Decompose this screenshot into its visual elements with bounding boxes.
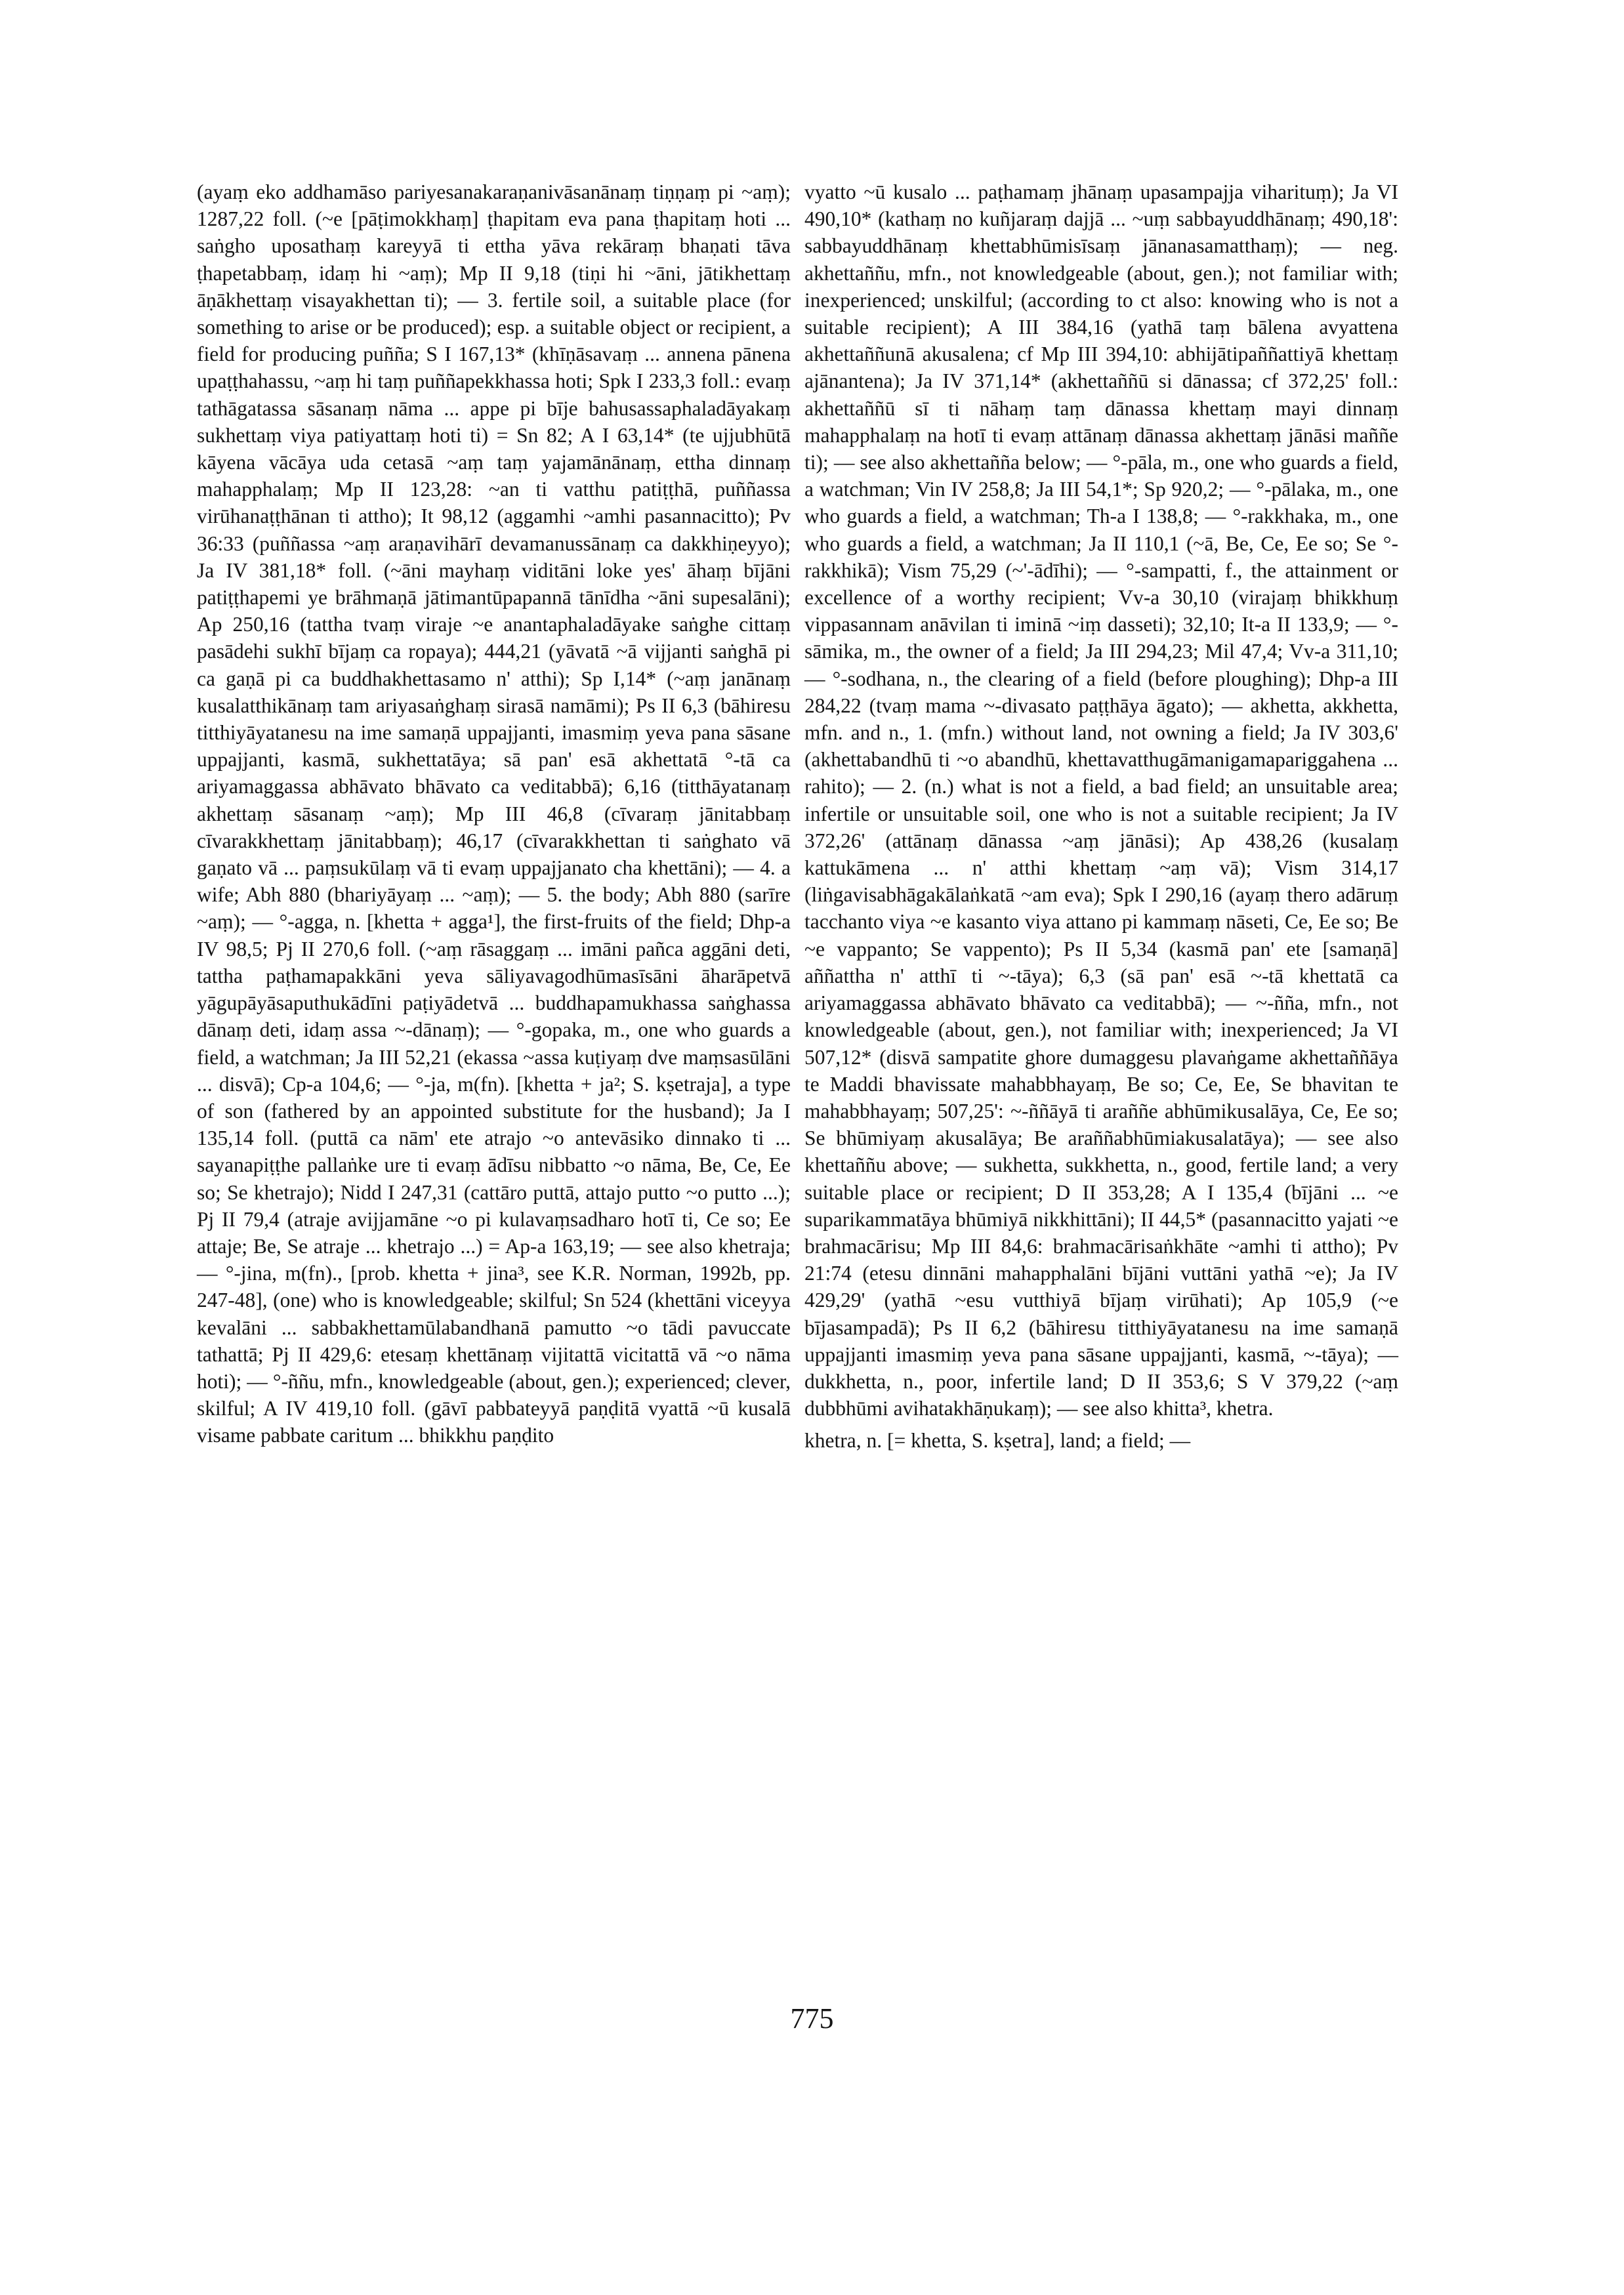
left-column [197, 178, 791, 1449]
right-column [804, 178, 1398, 1455]
entry-text: vyatto ~ū kusalo ... paṭhamaṃ jhānaṃ upasampajja viharituṃ); Ja VI 490,10* (kathaṃ no kuñjaraṃ dajjā ... ~uṃ sabbayuddhānaṃ; 490,18': sabbayuddhānaṃ khettabhūmisīsaṃ jānanasamatthaṃ); — neg. akhettaññu, mfn., not knowledgeable (about, gen.); not familiar with; inexperienced; unskilful; (according to ct also: knowing who is not a suitable recipient); A III 384,16 (yathā taṃ bālena avyattena akhettaññunā akusalena; cf Mp III 394,10: abhijātipaññattiyā khettaṃ ajānantena); Ja IV 371,14* (akhettaññū si dānassa; cf 372,25' foll.: akhettaññū sī ti nāhaṃ taṃ dānassa khettaṃ mayi dinnaṃ mahapphalaṃ na hotī ti evaṃ attānaṃ dānassa akhettaṃ jānāsi maññe ti); — see also akhettañña below; — °-pāla, m., one who guards a field, a watchman; Vin IV 258,8; Ja III 54,1*; Sp 920,2; — °-pālaka, m., one who guards a field, a watchman; Th-a I 138,8; — °-rakkhaka, m., one who guards a field, a watchman; Ja II 110,1 (~ā, Be, Ce, Ee so; Se °-rakkhikā); Vism 75,29 (~'-ādīhi); — °-sampatti, f., the attainment or excellence of a worthy recipient; Vv-a 30,10 (virajaṃ bhikkhuṃ vippasannam anāvilan ti iminā ~iṃ dasseti); 32,10; It-a II 133,9; — °-sāmika, m., the owner of a field; Ja III 294,23; Mil 47,4; Vv-a 311,10; — °-sodhana, n., the clearing of a field (before ploughing); Dhp-a III 284,22 (tvaṃ mama ~-divasato paṭṭhāya āgato); — akhetta, akkhetta, mfn. and n., 1. (mfn.) without land, not owning a field; Ja IV 303,6' (akhettabandhū ti ~o abandhū, khettavatthugāmanigamapariggahena ... rahito); — 2. (n.) what is not a field, a bad field; an unsuitable area; infertile or unsuitable soil, one who is not a suitable recipient; Ja IV 372,26' (attānaṃ dānassa ~aṃ jānāsi); Ap 438,26 (kusalaṃ kattukāmena ... n' atthi khettaṃ ~aṃ vā); Vism 314,17 (liṅgavisabhāgakālaṅkatā ~am eva); Spk I 290,16 (ayaṃ thero adāruṃ tacchanto viya ~e kasanto viya attano pi kammaṃ nāseti, Ce, Ee so; Be ~e vappanto; Se vappento); Ps II 5,34 (kasmā pan' ete [samaṇā] aññattha n' atthī ti ~-tāya); 6,3 (sā pan' esā ~-tā khettatā ca ariyamaggassa abhāvato bhāvato ca veditabbā); — ~-ñña, mfn., not knowledgeable (about, gen.), not familiar with; inexperienced; Ja VI 507,12* (disvā sampatite ghore dumaggesu plavaṅgame akhettaññāya te Maddi bhavissate mahabbhayaṃ, Be so; Ce, Ee, Se bhavitan te mahabbhayaṃ; 507,25': ~-ññāyā ti araññe abhūmikusalāya, Ce, Ee so; Se bhūmiyaṃ akusalāya; Be araññabhūmiakusalatāya); — see also khettaññu above; — sukhetta, sukkhetta, n., good, fertile land; a very suitable place or recipient; D II 353,28; A I 135,4 (bījāni ... ~e suparikammatāya bhūmiyā nikkhittāni); II 44,5* (pasannacitto yajati ~e brahmacārisu; Mp III 84,6: brahmacārisaṅkhāte ~amhi ti attho); Pv 21:74 (etesu dinnāni mahapphalāni bījāni vuttāni yathā ~e); Ja IV 429,29' (yathā ~esu vutthiyā bījaṃ virūhati); Ap 105,9 (~e bījasampadā); Ps II 6,2 (bāhiresu titthiyāyatanesu na ime samaṇā uppajjanti imasmiṃ yeva pana sāsane uppajjanti, kasmā, ~-tāya); — dukkhetta, n., poor, infertile land; D II 353,6; S V 379,22 (~aṃ dubbhūmi avihatakhāṇukaṃ); — see also khitta³, khetra. [804, 180, 1398, 1420]
entry-text: (ayaṃ eko addhamāso pariyesanakaraṇanivāsanānaṃ tiṇṇaṃ pi ~aṃ); 1287,22 foll. (~e [pāṭimokkhaṃ] ṭhapitam eva pana ṭhapitaṃ hoti ... saṅgho uposathaṃ kareyyā ti ettha yāva rekāraṃ bhaṇati tāva ṭhapetabbaṃ, idaṃ hi ~aṃ); Mp II 9,18 (tiṇi hi ~āni, jātikhettaṃ āṇākhettaṃ visayakhettan ti); — 3. fertile soil, a suitable place (for something to arise or be produced); esp. a suitable object or recipient, a field for producing puñña; S I 167,13* (khīṇāsavaṃ ... annena pānena upaṭṭhahassu, ~aṃ hi taṃ puññapekkhassa hoti; Spk I 233,3 foll.: evaṃ tathāgatassa sāsanaṃ nāma ... appe pi bīje bahusassaphaladāyakaṃ sukhettaṃ viya patiyattaṃ hoti ti) = Sn 82; A I 63,14* (te ujjubhūtā kāyena vācāya uda cetasā ~aṃ taṃ yajamānānaṃ, ettha dinnaṃ mahapphalaṃ; Mp II 123,28: ~an ti vatthu patiṭṭhā, puññassa virūhanaṭṭhānan ti attho); It 98,12 (aggamhi ~amhi pasannacitto); Pv 36:33 (puññassa ~aṃ araṇavihārī devamanussānaṃ ca dakkhiṇeyyo); Ja IV 381,18* foll. (~āni mayhaṃ viditāni loke yes' āhaṃ bījāni patiṭṭhapemi ye brāhmaṇā jātimantūpapannā tānīdha ~āni supesalāni); Ap 250,16 (tattha tvaṃ viraje ~e anantaphaladāyake saṅghe cittaṃ pasādehi sukhī bījaṃ ca ropaya); 444,21 (yāvatā ~ā vijjanti saṅghā pi ca gaṇā pi ca buddhakhettasamo n' atthi); Sp I,14* (~aṃ janānaṃ kusalatthikānaṃ tam ariyasaṅghaṃ sirasā namāmi); Ps II 6,3 (bāhiresu titthiyāyatanesu na ime samaṇā uppajjanti, imasmiṃ yeva pana sāsane uppajjanti, kasmā, sukhettatāya; sā pan' esā akhettatā °-tā ca ariyamaggassa abhāvato bhāvato ca veditabbā); 6,16 (titthāyatanaṃ akhettaṃ sāsanaṃ ~aṃ); Mp III 46,8 (cīvaraṃ jānitabbaṃ cīvarakkhettaṃ jānitabbaṃ); 46,17 (cīvarakkhettan ti saṅghato vā gaṇato vā ... paṃsukūlaṃ vā ti evaṃ uppajjanato cha khettāni); — 4. a wife; Abh 880 (bhariyāyaṃ ... ~aṃ); — 5. the body; Abh 880 (sarīre ~aṃ); — °-agga, n. [khetta + agga¹], the first-fruits of the field; Dhp-a IV 98,5; Pj II 270,6 foll. (~aṃ rāsaggaṃ ... imāni pañca aggāni deti, tattha paṭhamapakkāni yeva sāliyavagodhūmasīsāni āharāpetvā yāgupāyāsaputhukādīni paṭiyādetvā ... buddhapamukhassa saṅghassa dānaṃ deti, idaṃ assa ~-dānaṃ); — °-gopaka, m., one who guards a field, a watchman; Ja III 52,21 (ekassa ~assa kuṭiyaṃ dve maṃsasūlāni ... disvā); Cp-a 104,6; — °-ja, m(fn). [khetta + ja²; S. kṣetraja], a type of son (fathered by an appointed substitute for the husband); Ja I 135,14 foll. (puttā ca nām' ete atrajo ~o antevāsiko dinnako ti ... sayanapiṭṭhe pallaṅke ure ti evaṃ ādīsu nibbatto ~o nāma, Be, Ce, Ee so; Se khetrajo); Nidd I 247,31 (cattāro puttā, attajo putto ~o putto ...); Pj II 79,4 (atraje avijjamāne ~o pi kulavaṃsadharo hotī ti, Ce so; Ee attaje; Be, Se atraje ... khetrajo ...) = Ap-a 163,19; — see also khetraja; — °-jina, m(fn)., [prob. khetta + jina³, see K.R. Norman, 1992b, pp. 247-48], (one) who is knowledgeable; skilful; Sn 524 (khettāni viceyya kevalāni ... sabbakhettamūlabandhanā pamutto ~o tādi pavuccate tathattā; Pj II 429,6: etesaṃ khettānaṃ vijitattā vicitattā vā ~o nāma hoti); — °-ññu, mfn., knowledgeable (about, gen.); experienced; clever, skilful; A IV 419,10 foll. (gāvī pabbateyyā paṇḍitā vyattā ~ū kusalā visame pabbate caritum ... bhikkhu paṇḍito [197, 180, 791, 1447]
page-number: 775 [790, 2002, 834, 2035]
entry-khetra: khetra, n. [= khetta, S. kṣetra], land; a field; — [804, 1429, 1191, 1453]
